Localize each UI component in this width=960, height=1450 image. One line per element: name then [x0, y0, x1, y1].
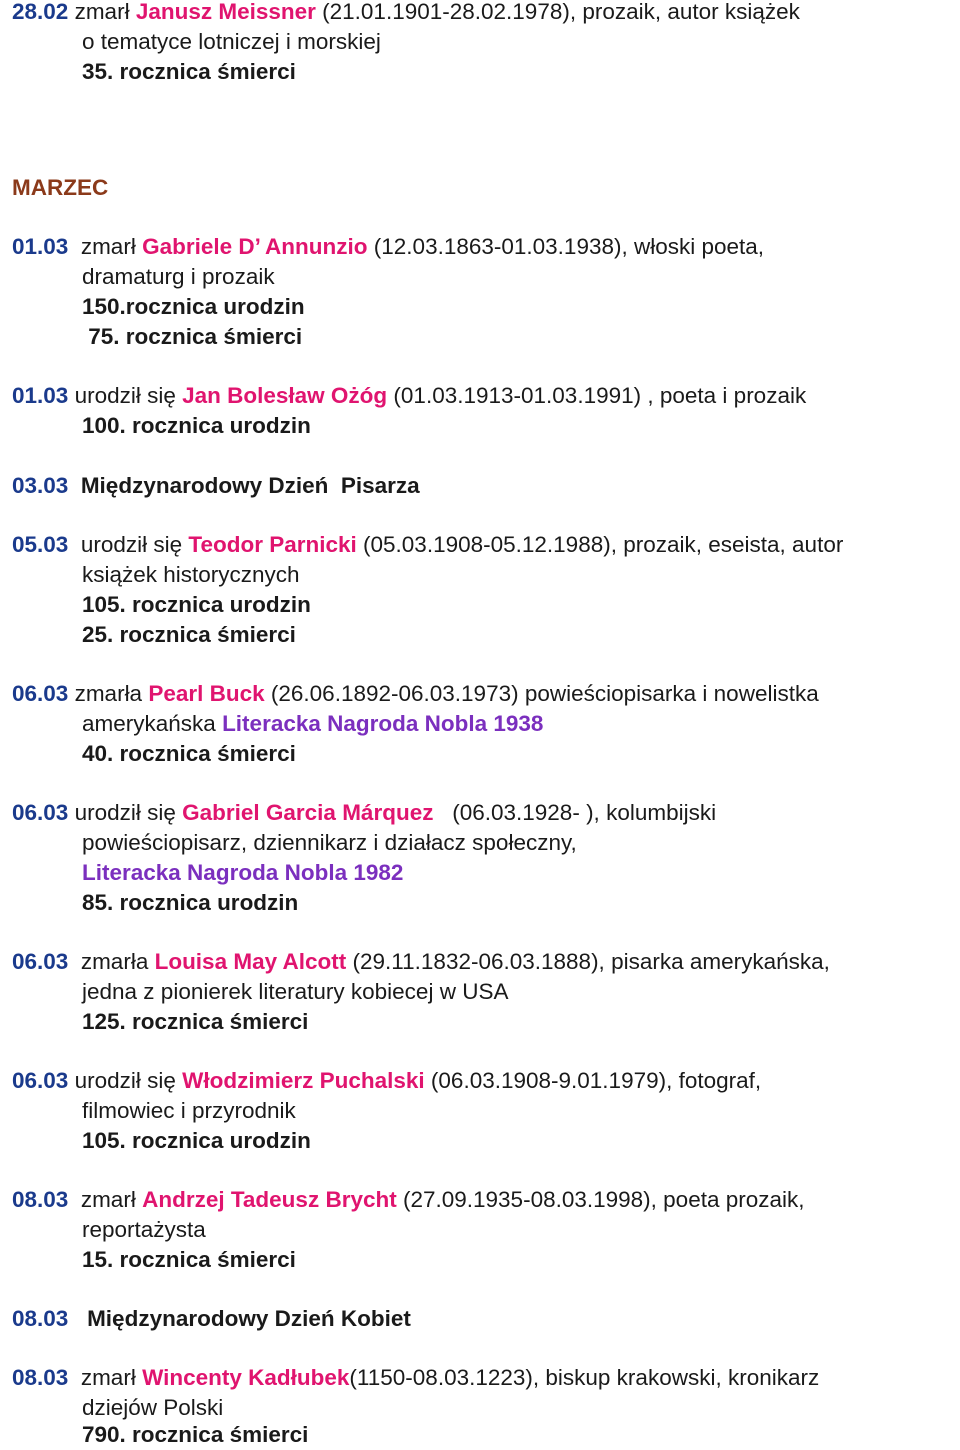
entry-description: (26.06.1892-06.03.1973) powieściopisarka i nowelistka — [264, 681, 819, 706]
entry-description: (01.03.1913-01.03.1991) , poeta i prozaik — [387, 383, 807, 408]
entry-verb: zmarł — [68, 1187, 143, 1212]
person-name: Gabriel Garcia Márquez — [182, 800, 434, 825]
entry-date: 03.03 — [12, 473, 69, 498]
entry-line — [12, 471, 420, 501]
person-name: Gabriele D’ Annunzio — [142, 234, 368, 259]
entry-verb: urodził się — [68, 532, 189, 557]
entry-line — [12, 0, 800, 27]
entry-date: 08.03 — [12, 1187, 69, 1212]
entry-line — [12, 798, 716, 828]
entry-line — [12, 1066, 761, 1096]
entry-date: 01.03 — [12, 234, 69, 259]
entry-line — [12, 232, 764, 262]
entry-verb: zmarł — [68, 234, 143, 259]
entry-date: 08.03 — [12, 1365, 69, 1390]
person-name: Włodzimierz Puchalski — [182, 1068, 425, 1093]
anniversary: 105. rocznica urodzin — [82, 592, 311, 617]
entry-description-cont — [82, 709, 543, 739]
entry-description: (05.03.1908-05.12.1988), prozaik, eseista, autor — [356, 532, 844, 557]
award-name: Literacka Nagroda Nobla 1938 — [222, 711, 544, 736]
entry-line — [12, 1304, 411, 1334]
anniversary: 125. rocznica śmierci — [82, 1009, 309, 1034]
entry-date: 01.03 — [12, 383, 69, 408]
entry-description: (21.01.1901-28.02.1978), prozaik, autor książek — [315, 0, 800, 24]
entry-date: 06.03 — [12, 949, 69, 974]
entry-description: (29.11.1832-06.03.1888), pisarka amerykańska, — [346, 949, 830, 974]
entry-verb: urodził się — [68, 1068, 183, 1093]
anniversary: 105. rocznica urodzin — [82, 1128, 311, 1153]
anniversary: 150.rocznica urodzin — [82, 294, 305, 319]
entry-description-cont: powieściopisarz, dziennikarz i działacz społeczny, — [82, 830, 577, 855]
entry-description: (27.09.1935-08.03.1998), poeta prozaik, — [396, 1187, 805, 1212]
person-name: Teodor Parnicki — [188, 532, 357, 557]
person-name: Jan Bolesław Ożóg — [182, 383, 388, 408]
entry-description-cont: książek historycznych — [82, 562, 300, 587]
anniversary: 40. rocznica śmierci — [82, 741, 296, 766]
entry-description-cont: dziejów Polski — [82, 1395, 224, 1420]
entry-verb: zmarła — [68, 949, 155, 974]
entry-description-cont: filmowiec i przyrodnik — [82, 1098, 296, 1123]
person-name: Andrzej Tadeusz Brycht — [142, 1187, 397, 1212]
entry-verb: zmarł — [68, 1365, 143, 1390]
event-name: Międzynarodowy Dzień Pisarza — [68, 473, 420, 498]
person-name: Louisa May Alcott — [154, 949, 347, 974]
anniversary: 100. rocznica urodzin — [82, 413, 311, 438]
entry-line — [12, 1185, 805, 1215]
entry-line — [12, 679, 819, 709]
entry-description: amerykańska — [82, 711, 223, 736]
anniversary: 35. rocznica śmierci — [82, 59, 296, 84]
entry-description: (1150-08.03.1223), biskup krakowski, kronikarz — [349, 1365, 820, 1390]
anniversary: 75. rocznica śmierci — [82, 324, 303, 349]
entry-date: 05.03 — [12, 532, 69, 557]
entry-line — [12, 530, 843, 560]
entry-description: (06.03.1928- ), kolumbijski — [433, 800, 717, 825]
entry-description-cont: reportażysta — [82, 1217, 206, 1242]
entry-date: 06.03 — [12, 800, 69, 825]
event-name: Międzynarodowy Dzień Kobiet — [68, 1306, 411, 1331]
entry-date: 28.02 — [12, 0, 69, 24]
entry-date: 06.03 — [12, 681, 69, 706]
entry-line — [12, 1363, 819, 1393]
entry-verb: urodził się — [68, 800, 183, 825]
entry-description-cont: dramaturg i prozaik — [82, 264, 275, 289]
entry-description: (12.03.1863-01.03.1938), włoski poeta, — [367, 234, 765, 259]
person-name: Pearl Buck — [148, 681, 265, 706]
entry-verb: urodził się — [68, 383, 183, 408]
month-heading: MARZEC — [12, 175, 109, 200]
entry-description-cont: jedna z pionierek literatury kobiecej w USA — [82, 979, 509, 1004]
entry-line — [12, 381, 806, 411]
entry-verb: zmarła — [68, 681, 149, 706]
entry-date: 08.03 — [12, 1306, 69, 1331]
anniversary: 25. rocznica śmierci — [82, 622, 296, 647]
entry-date: 06.03 — [12, 1068, 69, 1093]
anniversary: 85. rocznica urodzin — [82, 890, 299, 915]
entry-line — [12, 947, 830, 977]
person-name: Wincenty Kadłubek — [142, 1365, 350, 1390]
entry-description: (06.03.1908-9.01.1979), fotograf, — [424, 1068, 762, 1093]
anniversary: 15. rocznica śmierci — [82, 1247, 296, 1272]
entry-verb: zmarł — [68, 0, 136, 24]
anniversary: 790. rocznica śmierci — [82, 1422, 309, 1447]
award-name: Literacka Nagroda Nobla 1982 — [82, 860, 404, 885]
entry-description-cont: o tematyce lotniczej i morskiej — [82, 29, 381, 54]
person-name: Janusz Meissner — [135, 0, 316, 24]
